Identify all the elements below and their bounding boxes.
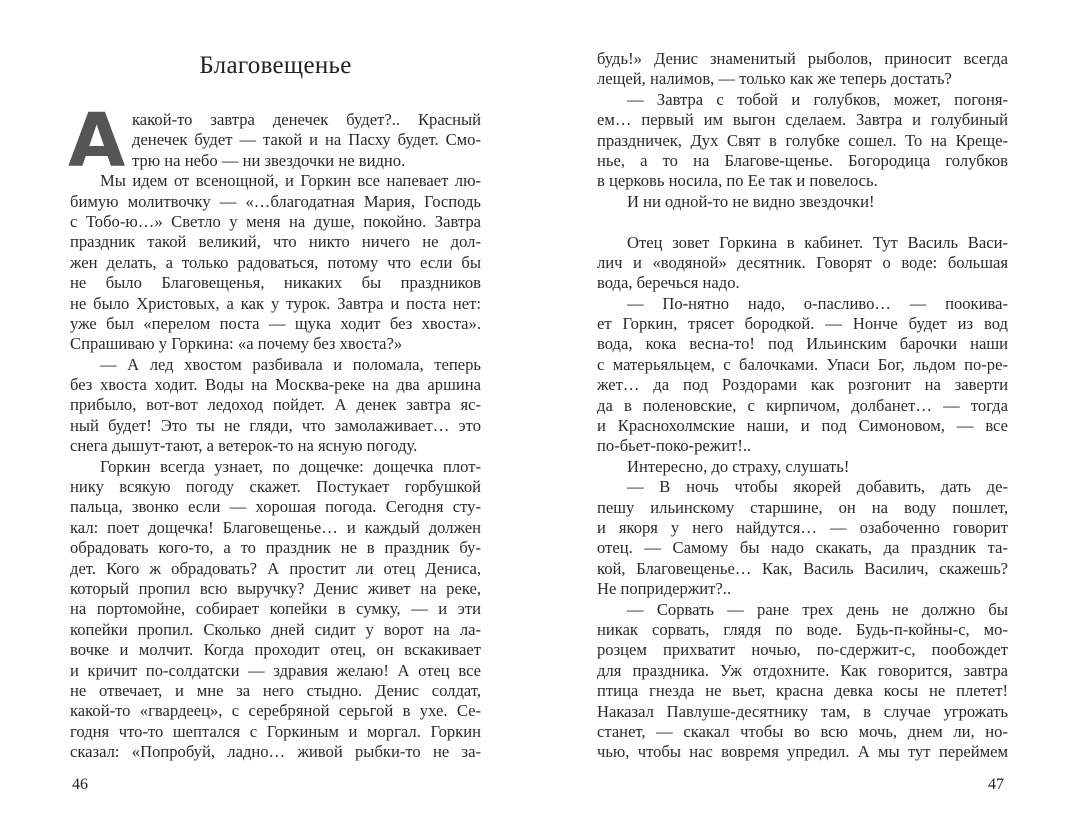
text-line: с Тобо-ю…» Светло у меня на душе, покойно. Завтра xyxy=(70,211,481,231)
text-line: отец. — Самому бы надо скакать, да праздник та- xyxy=(597,538,1008,558)
text-line: пешу ильинскому старшине, он на воду пошлет, xyxy=(597,497,1008,517)
text-line: да в поленовские, с кирпичом, долбанет… — тогда xyxy=(597,395,1008,415)
text-line: ет Горкин, трясет бородкой. — Нонче будет из вод xyxy=(597,314,1008,334)
text-line: ем… первый им выгон сделаем. Завтра и голубиный xyxy=(597,110,1008,130)
text-line: лещей, налимов, — только как же теперь достать? xyxy=(597,69,952,89)
text-line: денечек будет — такой и на Пасху будет. Смо- xyxy=(132,130,481,150)
text-line: будь!» Денис знаменитый рыболов, приносит всегда xyxy=(597,49,1008,68)
text-line: и кричит по-солдатски — здравия желаю! А отец все xyxy=(70,660,481,680)
paragraph xyxy=(597,192,1008,212)
text-line: дет. Кого ж обрадовать? А простит ли отец Дениса, xyxy=(70,558,481,578)
left-page xyxy=(70,0,481,831)
text-line: никак сорвать, глядя по воде. Будь-п-койны-с, мо- xyxy=(597,619,1008,639)
text-line: для праздника. Уж отдохните. Как говорится, завтра xyxy=(597,660,1008,680)
text-line: станет, — скакал чтобы во всю мочь, днем ли, но- xyxy=(597,721,1008,741)
right-page xyxy=(597,0,1008,831)
text-line: праздничек, Дух Свят в голубке сошел. То на Креще- xyxy=(597,130,1008,150)
text-line: и якоря у него найдутся… — озабоченно говорит xyxy=(597,517,1008,537)
text-line: — По-нятно надо, о-пасливо… — поокива- xyxy=(627,293,1008,313)
paragraph xyxy=(597,49,1008,90)
paragraph xyxy=(597,477,1008,599)
text-line: по-бьет-поко-режит!.. xyxy=(597,436,752,456)
text-line: Интересно, до страху, слушать! xyxy=(627,456,850,476)
text-line: вода, беречься надо. xyxy=(597,273,740,293)
paragraph xyxy=(597,90,1008,192)
paragraph xyxy=(597,600,1008,763)
text-line: нье, а то на Благове-щенье. Богородица голубков xyxy=(597,150,1008,170)
text-line: — Сорвать — ране трех день не должно бы xyxy=(627,599,1008,619)
text-line: И ни одной-то не видно звездочки! xyxy=(627,191,875,211)
right-page-body xyxy=(597,49,1008,763)
text-line: жет… да под Роздорами как розгонит на заверти xyxy=(597,375,1008,395)
text-line: лич и «водяной» десятник. Говорят о воде: большая xyxy=(597,252,1008,272)
text-line: годня что-то шептался с Горкиным и моргал. Горкин xyxy=(70,721,481,741)
text-line: розцем прихватит ночью, по-сдержит-с, пообождет xyxy=(597,640,1008,660)
text-line: в церковь носила, по Ее так и повелось. xyxy=(597,171,878,191)
text-line: Наказал Павлуше-десятнику там, в случае угрожать xyxy=(597,701,1008,721)
paragraph xyxy=(70,171,481,355)
text-line: праздник такой великий, что никто ничего не дол- xyxy=(70,232,481,252)
paragraph xyxy=(597,457,1008,477)
text-line: ный будет! Это ты не гляди, что замолаживает… это xyxy=(70,415,481,435)
text-line: кал: поет дощечка! Благовещенье… и каждый должен xyxy=(70,517,481,537)
text-line: нику всякую погоду скажет. Постукает горбушкой xyxy=(70,477,481,497)
text-line: Не попридержит?.. xyxy=(597,579,732,599)
text-line: жен делать, а только радоваться, потому что если бы xyxy=(70,252,481,272)
text-line: кой, Благовещенье… Как, Василь Василич, скажешь? xyxy=(597,558,1008,578)
paragraph xyxy=(597,294,1008,457)
text-line: какой-то завтра денечек будет?.. Красный xyxy=(132,110,481,129)
paragraph xyxy=(70,110,481,171)
text-line: пальца, звонко если — хорошая погода. Сегодня сту- xyxy=(70,497,481,517)
text-line: чью, чтобы нас вовремя упредил. А мы тут переймем xyxy=(597,742,1008,762)
text-line: какой-то «гвардеец», с серебряной серьгой в ухе. Се- xyxy=(70,701,481,721)
text-line: Отец зовет Горкина в кабинет. Тут Василь Васи- xyxy=(627,232,1008,252)
text-line: Горкин всегда узнает, по дощечке: дощечка плот- xyxy=(100,456,481,476)
text-line: копейки пропил. Сколько дней сидит у ворот на ла- xyxy=(70,619,481,639)
text-line: без хвоста ходит. Воды на Москва-реке на два аршина xyxy=(70,375,481,395)
text-line: — Завтра с тобой и голубков, может, погоня- xyxy=(627,89,1008,109)
text-line: не было Благовещенья, никаких бы праздников xyxy=(70,273,481,293)
text-line: не было Христовых, а как у турок. Завтра и поста нет: xyxy=(70,293,481,313)
paragraph xyxy=(597,233,1008,294)
text-line: прибыло, вот-вот ледоход пойдет. А денек завтра яс- xyxy=(70,395,481,415)
text-line: с матерьяльцем, с балочками. Упаси Бог, льдом по-ре- xyxy=(597,354,1008,374)
paragraph xyxy=(70,355,481,457)
text-line: Мы идем от всенощной, и Горкин все напевает лю- xyxy=(100,171,481,191)
text-line: Спрашиваю у Горкина: «а почему без хвоста?» xyxy=(70,334,403,354)
text-line: на портомойне, собирает копейки в сумку, — и эти xyxy=(70,599,481,619)
drop-cap: А xyxy=(68,98,126,184)
section-break xyxy=(597,212,1008,232)
paragraph xyxy=(70,457,481,763)
text-line: — А лед хвостом разбивала и поломала, теперь xyxy=(100,354,481,374)
text-line: бимую молитвочку — «…благодатная Мария, Господь xyxy=(70,191,481,211)
page-number-right: 47 xyxy=(988,776,1004,793)
text-line: вода, кока весна-то! под Ильинским барочки наши xyxy=(597,334,1008,354)
text-line: — В ночь чтобы якорей добавить, дать де- xyxy=(627,477,1008,497)
text-line: и Краснохолмские наши, и под Симоновом, — все xyxy=(597,416,1008,436)
text-line: уже был «перелом поста — щука ходит без хвоста». xyxy=(70,313,481,333)
text-line: который пропил всю выручку? Денис живет на реке, xyxy=(70,578,481,598)
chapter-title: Благовещенье xyxy=(199,52,352,79)
page-number-left: 46 xyxy=(72,776,88,793)
left-page-body xyxy=(70,110,481,763)
text-line: обрадовать кого-то, а то праздник не в праздник бу- xyxy=(70,538,481,558)
text-line: снега дышут-тают, а ветерок-то на ясную погоду. xyxy=(70,436,418,456)
text-line: вочке и молчит. Когда проходит отец, он вскакивает xyxy=(70,640,481,660)
text-line: сказал: «Попробуй, ладно… живой рыбки-то не за- xyxy=(70,742,481,762)
text-line: не отвечает, и мне за него стыдно. Денис солдат, xyxy=(70,680,481,700)
text-line: трю на небо — ни звездочки не видно. xyxy=(132,150,406,170)
text-line: птица гнезда не вьет, красна девка косы не плетет! xyxy=(597,681,1008,701)
